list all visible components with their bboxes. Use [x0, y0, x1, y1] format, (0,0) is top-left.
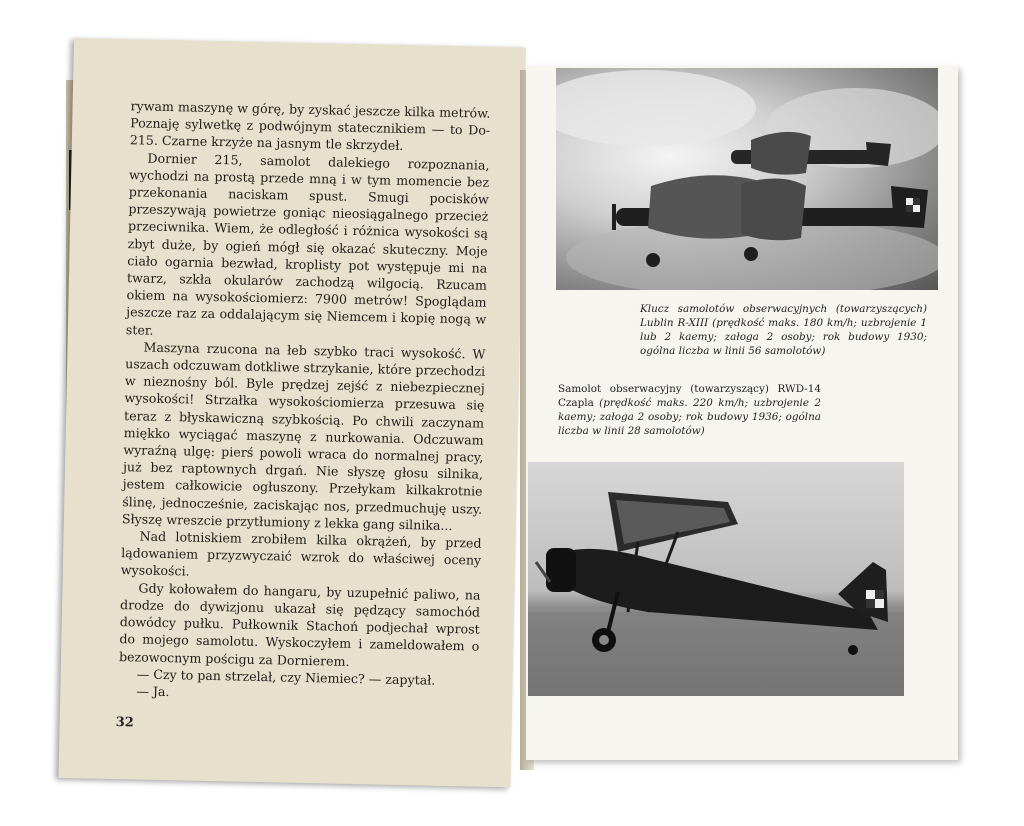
- right-page: [526, 66, 958, 760]
- paragraph: Nad lotniskiem zrobiłem kilka okrążeń, by przed lądowaniem przyzwyczaić wzrok do właściwej oceny wysokości.: [120, 528, 482, 580]
- paragraph: Maszyna rzucona na łeb szybko traci wysokość. W uszach odczuwam dotkliwe strzykanie, które przechodzi w nieznośny ból. Byle prędzej zejść z niebezpiecznej wysokości! Strzałka wysokościomierza przesuwa się teraz z błyskawiczną szybkością. Po chwili zaczynam miękko wyciągać maszynę z nurkowania. Odczuwam wyraźną ulgę: pierś powoli wraca do normalnej pracy, już bez raptownych drgań. Nie słyszę głosu silnika, jestem całkowicie ogłuszony. Przełykam kilkakrotnie ślinę, jednocześnie, zaciskając nos, przedmuchuję uszy. Słyszę wreszcie przytłumiony z lekka gang silnika...: [121, 339, 486, 533]
- paragraph: Gdy kołowałem do hangaru, by uzupełnić paliwo, na drodze do dywizjonu ukazał się pędzący samochód dowódcy pułku. Pułkownik Stachoń podjechał wprost do mojego samolotu. Wyskoczyłem i zameldowałem o bezowocnym pościgu za Dornierem.: [118, 580, 481, 669]
- page-number: 32: [115, 715, 134, 731]
- photo-caption-bottom: [558, 382, 821, 438]
- photo-caption-top: Klucz samolotów obserwacyjnych (towarzyszących) Lublin R-XIII (prędkość maks. 180 km/h; uzbrojenie 1 lub 2 kaemy; załoga 2 osoby; rok budowy 1930; ogólna liczba w linii 56 samolotów): [640, 303, 927, 357]
- left-page: [59, 38, 526, 787]
- paragraph: — Ja.: [136, 683, 170, 700]
- caption-details: (prędkość maks. 220 km/h; uzbrojenie 2 kaemy; załoga 2 osoby; rok budowy 1936; ogólna liczba w linii 28 samolotów): [558, 397, 821, 437]
- rwd14-aircraft-illustration: [528, 462, 904, 696]
- paragraph: Dornier 215, samolot dalekiego rozpoznania, wychodzi na prostą przede mną i w tym momencie bez przekonania naciskam spust. Smugi pocisków przeszywają powietrze goniąc nieosiągalnego przecież przeciwnika. Wiem, że odległość i różnica wysokości są zbyt duże, by ogień mógł się okazać skuteczny. Moje ciało ogarnia bezwład, kroplisty pot występuje mi na twarz, szkła okularów zachodzą wilgocią. Rzucam okiem na wysokościomierz: 7900 metrów! Spoglądam jeszcze raz za oddalającym się Niemcem i kopię nogą w ster.: [125, 150, 490, 338]
- caption-lead: Samolot obserwacyjny (towarzyszący) RWD-14 Czapla: [558, 383, 821, 409]
- rwd14-aircraft-photo: [528, 462, 904, 696]
- aircraft-formation-illustration: [556, 68, 938, 290]
- paragraph: — Czy to pan strzelał, czy Niemiec? — zapytał.: [136, 666, 436, 688]
- aircraft-formation-photo: [556, 68, 938, 290]
- left-page-text: [118, 97, 491, 707]
- paragraph: rywam maszynę w górę, by zyskać jeszcze kilka metrów. Poznaję sylwetkę z podwójnym statecznikiem — to Do-215. Czarne krzyże na jasnym tle skrzydeł.: [129, 98, 491, 154]
